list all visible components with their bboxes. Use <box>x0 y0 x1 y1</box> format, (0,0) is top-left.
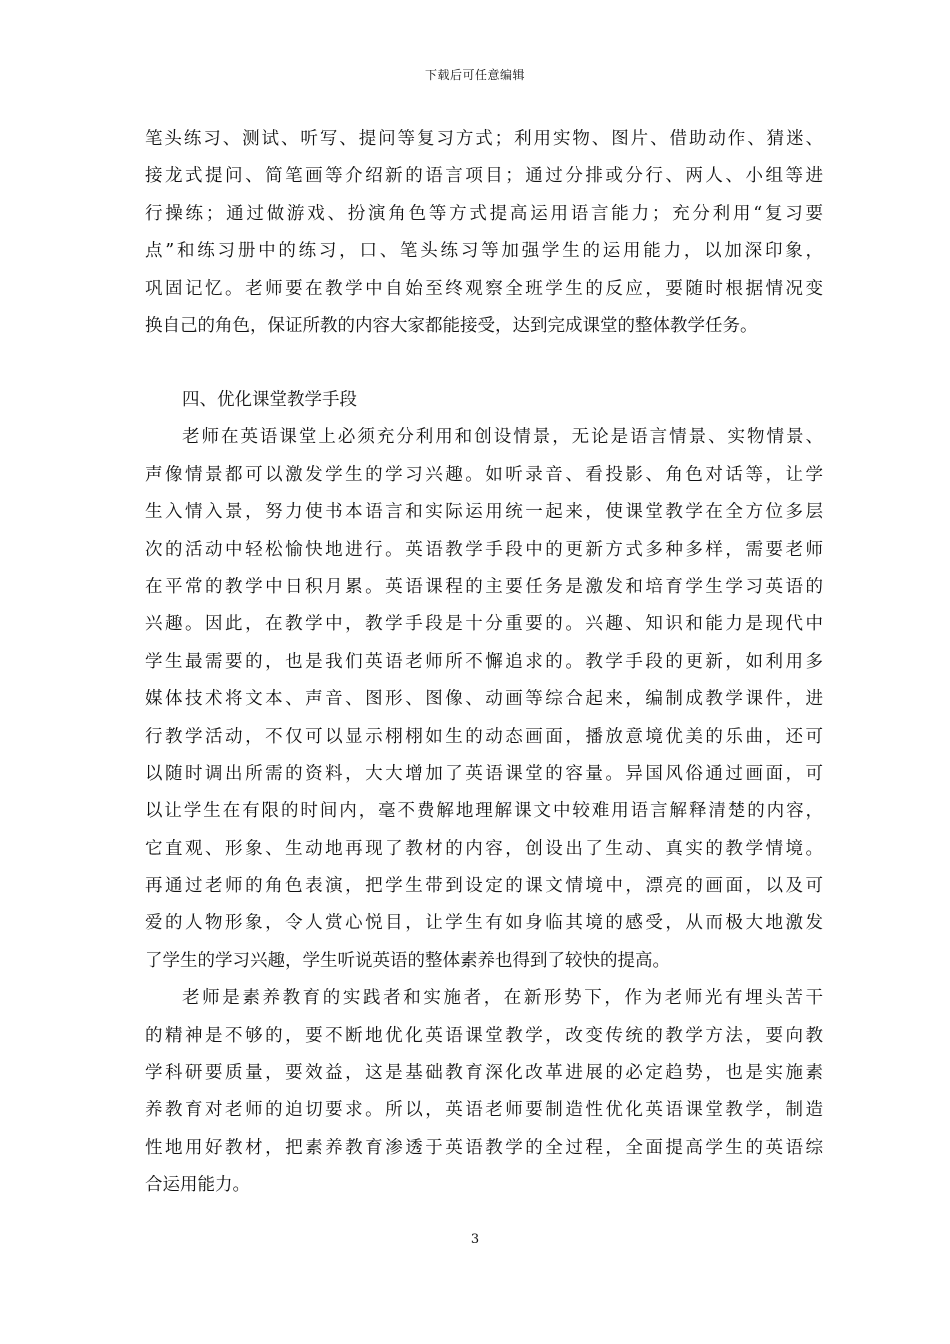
paragraph-line: 在平常的教学中日积月累。英语课程的主要任务是激发和培育学生学习英语的 <box>145 576 823 597</box>
paragraph-teaching-methods <box>145 419 823 980</box>
continued-paragraph <box>145 121 823 345</box>
paragraph-line: 点”和练习册中的练习，口、笔头练习等加强学生的运用能力，以加深印象， <box>145 241 823 262</box>
paragraph-line: 再通过老师的角色表演，把学生带到设定的课文情境中，漂亮的画面，以及可 <box>145 876 823 897</box>
paragraph-line: 它直观、形象、生动地再现了教材的内容，创设出了生动、真实的教学情境。 <box>145 838 823 859</box>
page-header: 下载后可任意编辑 <box>424 68 525 82</box>
paragraph-teacher-role <box>145 980 823 1204</box>
paragraph-line: 行教学活动，不仅可以显示栩栩如生的动态画面，播放意境优美的乐曲，还可 <box>145 726 823 747</box>
paragraph-line: 性地用好教材，把素养教育渗透于英语教学的全过程，全面提高学生的英语综 <box>145 1137 823 1158</box>
paragraph-line: 养教育对老师的迫切要求。所以，英语老师要制造性优化英语课堂教学，制造 <box>145 1100 823 1121</box>
paragraph-line: 笔头练习、测试、听写、提问等复习方式；利用实物、图片、借助动作、猜迷、 <box>145 129 823 149</box>
paragraph-line: 爱的人物形象，令人赏心悦目，让学生有如身临其境的感受，从而极大地激发 <box>145 913 823 934</box>
paragraph-line: 兴趣。因此，在教学中，教学手段是十分重要的。兴趣、知识和能力是现代中 <box>145 614 823 635</box>
paragraph-line: 以随时调出所需的资料，大大增加了英语课堂的容量。异国风俗通过画面，可 <box>145 763 823 784</box>
paragraph-line: 行操练；通过做游戏、扮演角色等方式提高运用语言能力；充分利用“复习要 <box>145 203 823 224</box>
paragraph-line: 媒体技术将文本、声音、图形、图像、动画等综合起来，编制成教学课件，进 <box>145 689 823 710</box>
paragraph-line: 学科研要质量，要效益，这是基础教育深化改革进展的必定趋势，也是实施素 <box>145 1063 823 1084</box>
paragraph-line: 老师在英语课堂上必须充分利用和创设情景，无论是语言情景、实物情景、 <box>182 427 823 448</box>
paragraph-line: 生入情入景，努力使书本语言和实际运用统一起来，使课堂教学在全方位多层 <box>145 502 823 523</box>
paragraph-line: 巩固记忆。老师要在教学中自始至终观察全班学生的反应，要随时根据情况变 <box>145 278 823 299</box>
paragraph-line: 以让学生在有限的时间内，毫不费解地理解课文中较难用语言解释清楚的内容， <box>145 801 823 822</box>
paragraph-line: 接龙式提问、简笔画等介绍新的语言项目；通过分排或分行、两人、小组等进 <box>145 166 823 187</box>
paragraph-line: 声像情景都可以激发学生的学习兴趣。如听录音、看投影、角色对话等，让学 <box>145 464 823 485</box>
section-four <box>145 382 823 1205</box>
page-number: 3 <box>470 1232 480 1247</box>
paragraph-line: 合运用能力。 <box>145 1175 250 1196</box>
paragraph-line: 了学生的学习兴趣，学生听说英语的整体素养也得到了较快的提高。 <box>145 950 670 971</box>
paragraph-line: 学生最需要的，也是我们英语老师所不懈追求的。教学手段的更新，如利用多 <box>145 651 823 672</box>
paragraph-line: 老师是素养教育的实践者和实施者，在新形势下，作为老师光有埋头苦干 <box>182 988 823 1009</box>
paragraph-line: 次的活动中轻松愉快地进行。英语教学手段中的更新方式多种多样，需要老师 <box>145 539 823 560</box>
section-heading: 四、优化课堂教学手段 <box>182 390 357 410</box>
paragraph-line: 的精神是不够的，要不断地优化英语课堂教学，改变传统的教学方法，要向教 <box>145 1025 823 1046</box>
paragraph-line: 换自己的角色，保证所教的内容大家都能接受，达到完成课堂的整体教学任务。 <box>145 315 758 336</box>
